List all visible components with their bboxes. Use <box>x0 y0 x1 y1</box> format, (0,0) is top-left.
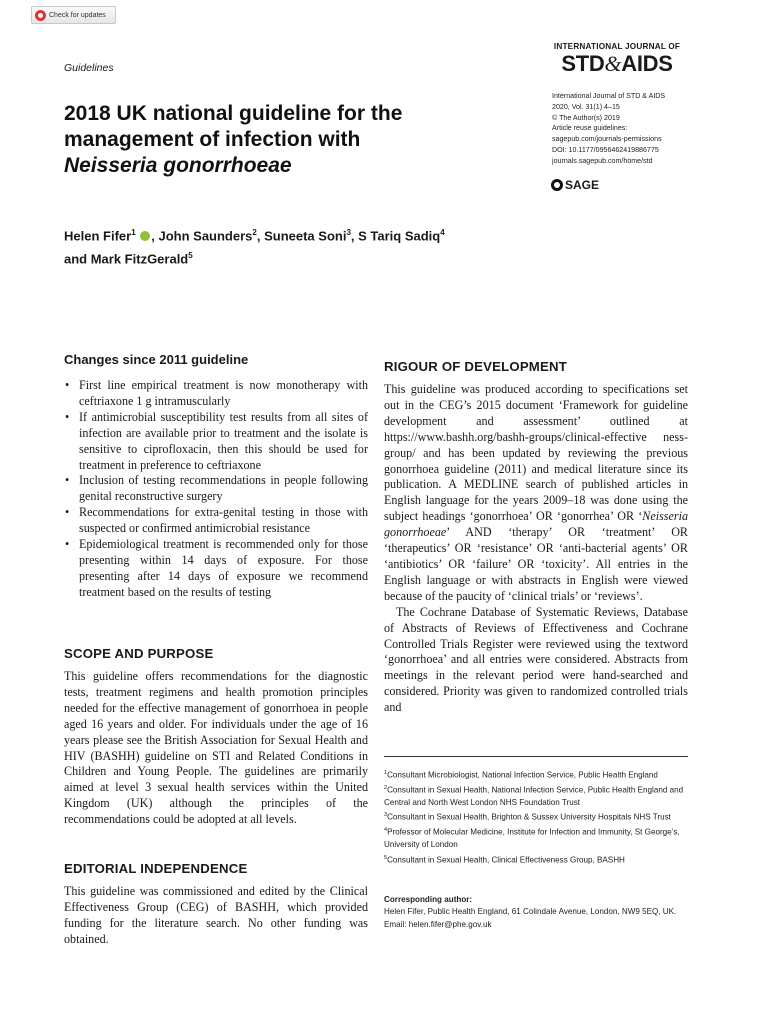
sage-logo-icon <box>551 179 563 191</box>
meta-line: International Journal of STD & AIDS <box>552 92 666 100</box>
meta-line: Article reuse guidelines: <box>552 124 628 133</box>
doi-link[interactable]: DOI: 10.1177/0956462419886775 <box>552 145 659 154</box>
permissions-link[interactable]: sagepub.com/journals-permissions <box>552 135 662 144</box>
article-title: 2018 UK national guideline for the management of infection with Neisseria gonorrhoeae <box>64 102 403 177</box>
list-item: • First line empirical treatment is now monotherapy with ceftriaxone 1 g intramuscularly <box>64 378 368 410</box>
corresponding-address: Helen Fifer, Public Health England, 61 Colindale Avenue, London, NW9 5EQ, UK. <box>384 907 677 917</box>
orcid-icon[interactable] <box>140 231 150 241</box>
list-item: • Epidemiological treatment is recommended only for those presenting within 14 days of exposure. For those presenting after 14 days of exposure we recommend treatment based on the results of testing <box>64 537 368 601</box>
affiliation-item: $^5$Consultant in Sexual Health, Clinical Effectiveness Group, BASHH <box>384 854 625 865</box>
corresponding-heading: Corresponding author: <box>384 895 473 904</box>
scope-body: This guideline offers recommendations for the diagnostic tests, treatment regimens and health promotion principles needed for the effective management of gonorrhoea in people aged 16 years and older. For individuals under the age of 16 years please see the British Association for Sexual Health and HIV (BASHH) guideline on STI and Related Conditions in Children and Young People. The guidelines are primarily aimed at level 3 sexual health services within the United Kingdom (UK) although the principles of the recommendations could be adopted at all levels. <box>64 669 368 827</box>
rigour-heading: RIGOUR OF DEVELOPMENT <box>384 359 567 374</box>
affiliation-item: $^3$Consultant in Sexual Health, Brighton & Sussex University Hospitals NHS Trust <box>384 812 671 822</box>
changes-heading: Changes since 2011 guideline <box>64 352 249 367</box>
corresponding-author <box>384 894 689 931</box>
journal-home-link[interactable]: journals.sagepub.com/home/std <box>552 156 653 165</box>
meta-line: 2020, Vol. 31(1) 4–15 <box>552 102 620 111</box>
author-name: , Suneeta Soni <box>256 228 347 244</box>
corresponding-email[interactable]: Email: helen.fifer@phe.gov.uk <box>384 919 492 929</box>
author-name: , John Saunders <box>151 228 253 244</box>
rigour-body: This guideline was produced according to specifications set out in the CEG’s 2015 document ‘Framework for guideline development and assessment’ outlined at https://www.bashh.org/bashh-groups/clinical-effective ness-group/ and has been updated by reviewing the previous gonorrhoea guideline (2011) and medical literature since its publication. A MEDLINE search of published articles in English language for the years 2009–18 was done using the subject headings ‘gonorrhoea’ OR ‘gonorrhea’ OR ‘Neisseria gonorrhoeae’ AND ‘therapy’ OR ‘treatment’ OR ‘therapeutics’ OR ‘resistance’ OR ‘anti-bacterial agents’ OR ‘antibiotics’ OR ‘failure’ OR ‘toxicity’. All entries in the English language or with abstracts in English were viewed because of the paucity of ‘clinical trials’ or ‘reviews’. The Cochrane Database of Systematic Reviews, Database of Abstracts of Reviews of Effectiveness and Cochrane Controlled Trials Register were reviewed using the textword ‘gonorrhoea’ and all entries were considered. Abstracts from meetings in the relevant period were hand-searched and considered. Priority was given to randomized controlled trials and <box>384 382 688 715</box>
list-item: • If antimicrobial susceptibility test results from all sites of infection are available prior to treatment and the isolate is sensitive to ciprofloxacin, then this should be used for treatment in preference to ceftriaxone <box>64 410 368 474</box>
section-label: Guidelines <box>64 62 114 74</box>
list-item: • Inclusion of testing recommendations in people following genital reconstructive surgery <box>64 473 368 505</box>
meta-line: © The Author(s) 2019 <box>552 113 620 122</box>
check-for-updates-button[interactable] <box>31 6 116 24</box>
author-name: and Mark FitzGerald <box>64 251 189 267</box>
journal-masthead-line: INTERNATIONAL JOURNAL OF <box>553 42 681 51</box>
check-for-updates-label: Check for updates <box>49 11 106 19</box>
editorial-heading: EDITORIAL INDEPENDENCE <box>64 861 248 876</box>
author-name: Helen Fifer <box>64 228 132 244</box>
author-list: Helen Fifer$^1$ , John Saunders$^2$, Suneeta Soni$^3$, S Tariq Sadiq$^4$ and Mark FitzGerald$^5$ <box>64 228 445 267</box>
journal-masthead-title: STD&AIDS <box>561 51 673 76</box>
affiliation-item: $^1$Consultant Microbiologist, National Infection Service, Public Health England <box>384 770 658 780</box>
journal-meta <box>552 91 665 167</box>
affiliations <box>384 767 689 867</box>
author-name: , S Tariq Sadiq <box>350 228 441 244</box>
update-icon <box>35 10 46 21</box>
scope-heading: SCOPE AND PURPOSE <box>64 646 214 661</box>
affiliation-item: $^2$Consultant in Sexual Health, National Infection Service, Public Health England and Central and North West London NHS Foundation Trust <box>384 784 684 807</box>
editorial-body: This guideline was commissioned and edited by the Clinical Effectiveness Group (CEG) of BASHH, which provided funding for the literature search. No other funding was obtained. <box>64 884 368 946</box>
changes-list <box>64 378 368 601</box>
publisher-logo: SAGE <box>551 178 599 192</box>
footnote-divider <box>384 756 688 757</box>
list-item: • Recommendations for extra-genital testing in those with suspected or confirmed antimicrobial resistance <box>64 505 368 537</box>
affiliation-item: $^4$Professor of Molecular Medicine, Institute for Infection and Immunity, St George’s, University of London <box>384 827 680 850</box>
